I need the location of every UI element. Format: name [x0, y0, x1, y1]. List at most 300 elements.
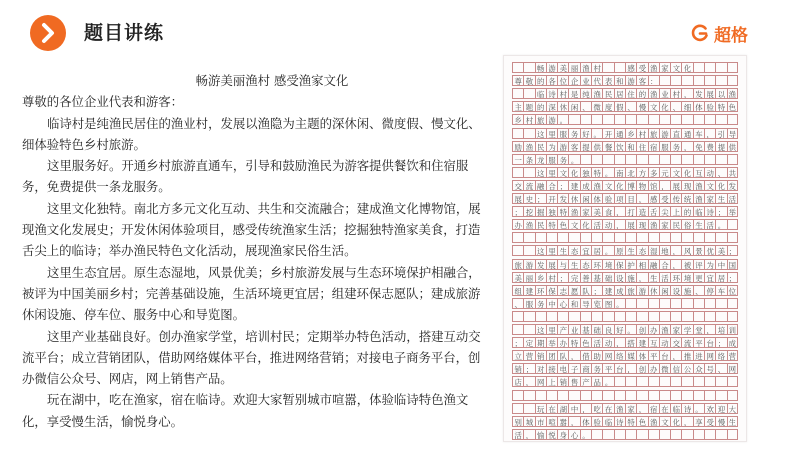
essay-grid-cell: [512, 390, 523, 401]
essay-grid-cell: 合: [659, 259, 670, 270]
essay-grid-cell: 完: [568, 272, 579, 283]
essay-grid-cell: [568, 390, 579, 401]
essay-grid-cell: [715, 75, 726, 86]
essay-grid-cell: 题: [523, 101, 534, 112]
essay-grid-cell: 设: [614, 272, 625, 283]
essay-grid-cell: ；: [715, 206, 726, 217]
brand-logo: [690, 22, 748, 44]
essay-grid-cell: [727, 219, 738, 230]
essay-grid-cell: 这: [535, 167, 546, 178]
essay-grid-cell: 文: [568, 219, 579, 230]
essay-grid-cell: [693, 232, 704, 243]
essay-grid-cell: [648, 232, 659, 243]
essay-grid-cell: ，: [568, 350, 579, 361]
essay-grid-cell: 办: [648, 363, 659, 374]
letter-paragraph: 这里服务好。开通乡村旅游直通车，引导和鼓励渔民为游客提供餐饮和住宿服务，免费提供一条龙服务。: [22, 158, 469, 195]
essay-grid-cell: [523, 232, 534, 243]
essay-grid-cell: 闲: [659, 285, 670, 296]
essay-row: [512, 429, 738, 440]
essay-grid-cell: [681, 390, 692, 401]
essay-grid-cell: 宜: [704, 272, 715, 283]
essay-grid-cell: 互: [693, 167, 704, 178]
essay-grid-cell: [704, 429, 715, 440]
essay-grid-cell: 发: [557, 193, 568, 204]
essay-grid-cell: 特: [625, 416, 636, 427]
essay-grid-cell: 是: [568, 88, 579, 99]
essay-grid-cell: ，: [614, 337, 625, 348]
essay-grid-cell: 居: [591, 245, 602, 256]
essay-grid-cell: [591, 154, 602, 165]
essay-grid-cell: 营: [523, 350, 534, 361]
essay-grid-cell: 生: [557, 245, 568, 256]
essay-row: [512, 403, 738, 414]
essay-grid-cell: [727, 75, 738, 86]
essay-grid-cell: 成: [728, 339, 736, 349]
essay-grid-cell: [580, 114, 591, 125]
essay-grid-cell: 基: [580, 324, 591, 335]
essay-grid-cell: 里: [546, 245, 557, 256]
essay-grid-cell: [659, 376, 670, 387]
essay-row: [512, 285, 738, 296]
essay-grid-cell: [693, 298, 704, 309]
essay-grid-cell: ，: [523, 429, 534, 440]
essay-grid-cell: [648, 429, 659, 440]
essay-grid-cell: 务: [535, 298, 546, 309]
essay-grid-cell: 感: [648, 193, 659, 204]
essay-grid-cell: 。: [602, 245, 613, 256]
essay-grid-cell: 中: [568, 403, 579, 414]
essay-grid-cell: 服: [523, 298, 534, 309]
essay-grid-cell: 。: [693, 403, 704, 414]
essay-grid-cell: 色: [557, 219, 568, 230]
essay-grid-cell: [625, 390, 636, 401]
essay-grid-cell: 民: [602, 88, 613, 99]
essay-grid-cell: [670, 75, 681, 86]
essay-grid-cell: 市: [535, 416, 546, 427]
essay-grid-cell: 。: [591, 128, 602, 139]
essay-grid-cell: 风: [681, 245, 692, 256]
essay-grid-cell: [648, 311, 659, 322]
essay-grid-cell: 建: [636, 337, 647, 348]
essay-grid-cell: 产: [580, 376, 591, 387]
essay-grid-cell: 代: [591, 75, 602, 86]
essay-grid-cell: 共: [728, 168, 736, 178]
essay-grid-cell: 保: [546, 285, 557, 296]
essay-grid-cell: 生: [715, 193, 726, 204]
essay-grid-cell: 渔: [523, 219, 534, 230]
essay-grid-cell: [602, 390, 613, 401]
essay-grid-cell: [693, 75, 704, 86]
essay-grid-cell: 文: [659, 416, 670, 427]
essay-grid-cell: 、: [715, 167, 726, 178]
essay-grid-cell: [636, 390, 647, 401]
essay-grid-cell: ，: [670, 245, 681, 256]
essay-grid-cell: 畅: [535, 62, 546, 73]
essay-grid-cell: 玩: [535, 403, 546, 414]
essay-grid-cell: 活: [728, 195, 736, 204]
essay-grid-cell: 的: [636, 88, 647, 99]
essay-grid-cell: 展: [704, 88, 715, 99]
essay-grid-cell: 务: [591, 363, 602, 374]
essay-grid-cell: [704, 376, 715, 387]
essay-grid-cell: 家: [625, 403, 636, 414]
essay-grid-cell: 通: [681, 128, 692, 139]
essay-grid-cell: 展: [625, 219, 636, 230]
essay-grid-cell: ，: [704, 128, 715, 139]
essay-grid-cell: [681, 232, 692, 243]
essay-grid-cell: 色: [580, 337, 591, 348]
essay-row: [512, 245, 738, 256]
essay-grid-cell: [512, 403, 523, 414]
essay-grid-cell: 家: [659, 62, 670, 73]
essay-grid-cell: [704, 298, 715, 309]
essay-grid-cell: 乡: [625, 128, 636, 139]
essay-grid-cell: [648, 114, 659, 125]
essay-grid-cell: [715, 62, 726, 73]
essay-grid-cell: ，: [636, 403, 647, 414]
essay-grid-cell: 体: [591, 193, 602, 204]
essay-grid-cell: 展: [546, 259, 557, 270]
essay-grid-cell: 动: [602, 337, 613, 348]
essay-grid-cell: [614, 311, 625, 322]
essay-grid-cell: 原: [614, 245, 625, 256]
essay-grid-cell: [693, 429, 704, 440]
letter-greeting: 尊敬的各位企业代表和游客：: [22, 94, 184, 110]
essay-grid-cell: ；: [715, 337, 726, 348]
essay-grid-cell: [591, 232, 602, 243]
essay-grid-cell: [535, 390, 546, 401]
essay-grid-cell: 办: [557, 337, 568, 348]
essay-grid-cell: [614, 154, 625, 165]
essay-grid-cell: [625, 232, 636, 243]
essay-grid-cell: 的: [535, 75, 546, 86]
essay-grid-cell: [681, 154, 692, 165]
essay-grid-cell: [523, 324, 534, 335]
essay-grid-cell: 渔: [648, 88, 659, 99]
letter-paragraph: 这里生态宜居。原生态湿地，风景优美；乡村旅游发展与生态环境保护相融合，被评为中国美丽乡村；完善基础设施，生活环境更宜居；组建环保志愿队；建成旅游休闲设施、停车位、服务中心和导览图。: [22, 264, 481, 323]
essay-grid-cell: 条: [523, 154, 534, 165]
essay-grid-cell: 商: [580, 363, 591, 374]
essay-grid-cell: 心: [557, 298, 568, 309]
essay-grid-cell: 队: [557, 350, 568, 361]
essay-grid-cell: 对: [535, 363, 546, 374]
essay-grid-cell: [727, 114, 738, 125]
essay-grid-cell: ，: [568, 416, 579, 427]
essay-grid-cell: 和: [625, 141, 636, 152]
essay-grid-cell: 开: [546, 193, 557, 204]
essay-grid-cell: 客: [636, 75, 647, 86]
essay-grid-cell: 嚣: [557, 416, 568, 427]
essay-grid-cell: [681, 114, 692, 125]
essay-grid-cell: 务: [670, 141, 681, 152]
essay-grid-cell: [704, 75, 715, 86]
essay-grid-cell: 体: [693, 101, 704, 112]
essay-grid-cell: 合: [546, 180, 557, 191]
essay-grid-cell: 业: [580, 75, 591, 86]
essay-grid-cell: 化: [681, 167, 692, 178]
essay-grid-cell: 项: [614, 193, 625, 204]
essay-grid-cell: 住: [636, 141, 647, 152]
essay-grid-cell: 接: [546, 363, 557, 374]
essay-grid-cell: [602, 429, 613, 440]
essay-row: [512, 206, 738, 217]
essay-grid-cell: [659, 232, 670, 243]
essay-grid-cell: 动: [659, 337, 670, 348]
essay-grid-cell: 础: [602, 272, 613, 283]
essay-grid-cell: [512, 232, 523, 243]
essay-grid-cell: [625, 311, 636, 322]
essay-grid-cell: ；: [557, 272, 568, 283]
essay-grid-cell: [659, 311, 670, 322]
essay-grid-cell: [568, 311, 579, 322]
essay-grid-cell: [602, 114, 613, 125]
essay-row: [512, 154, 738, 165]
essay-grid-cell: 服: [659, 141, 670, 152]
essay-grid-cell: [704, 62, 715, 73]
essay-grid-cell: [523, 311, 534, 322]
essay-grid-cell: 子: [568, 363, 579, 374]
essay-grid-cell: 相: [636, 259, 647, 270]
essay-grid-cell: [670, 376, 681, 387]
essay-grid-cell: 进: [693, 350, 704, 361]
essay-grid-cell: [670, 154, 681, 165]
essay-grid-cell: 独: [580, 167, 591, 178]
essay-grid-cell: 媒: [625, 350, 636, 361]
essay-grid-cell: [681, 311, 692, 322]
essay-grid-cell: 信: [670, 363, 681, 374]
essay-grid-cell: 微: [659, 363, 670, 374]
essay-grid-cell: 化: [580, 219, 591, 230]
essay-grid-cell: 为: [546, 141, 557, 152]
essay-grid-cell: 发: [693, 88, 704, 99]
letter-paragraph: 这里文化独特。南北方多元文化互动、共生和交流融合；建成渔文化博物馆，展现渔文化发展史；开发休闲体验项目，感受传统渔家生活；挖掘独特渔家美食，打造舌尖上的临诗；举办渔民特色文化活动，展现渔家民俗生活。: [22, 200, 481, 259]
essay-grid-cell: [670, 114, 681, 125]
essay-grid-cell: 交: [670, 337, 681, 348]
essay-grid-cell: [602, 154, 613, 165]
essay-grid-cell: 生: [648, 272, 659, 283]
essay-grid-cell: [715, 232, 726, 243]
essay-grid-cell: 售: [568, 376, 579, 387]
essay-grid-cell: 网: [728, 365, 736, 375]
essay-grid-cell: 中: [546, 298, 557, 309]
essay-grid-cell: 提: [715, 141, 726, 152]
essay-grid-cell: 服: [546, 154, 557, 165]
essay-grid-cell: [727, 429, 738, 440]
essay-grid-cell: 假: [614, 101, 625, 112]
essay-grid-cell: 纯: [580, 88, 591, 99]
essay-grid-cell: 、: [512, 298, 523, 309]
essay-grid-cell: 旅: [625, 285, 636, 296]
essay-grid-cell: 和: [568, 298, 579, 309]
essay-grid-cell: 化: [659, 101, 670, 112]
essay-row: [512, 101, 738, 112]
essay-grid-cell: 家: [580, 206, 591, 217]
essay-grid-cell: 活: [704, 219, 715, 230]
essay-grid-cell: 展: [512, 193, 523, 204]
essay-grid-cell: 特: [557, 206, 568, 217]
essay-grid-cell: 。: [715, 219, 726, 230]
essay-grid-cell: [625, 429, 636, 440]
essay-grid-cell: 俗: [681, 219, 692, 230]
essay-grid-cell: [681, 298, 692, 309]
essay-grid-cell: [648, 298, 659, 309]
essay-grid-cell: [636, 232, 647, 243]
essay-grid-cell: 动: [602, 219, 613, 230]
essay-grid-cell: 中: [715, 259, 726, 270]
essay-grid-cell: 队: [580, 285, 591, 296]
essay-grid-cell: [591, 311, 602, 322]
essay-grid-cell: 文: [670, 167, 681, 178]
essay-grid-cell: 文: [557, 167, 568, 178]
essay-grid-cell: 的: [535, 101, 546, 112]
essay-row: [512, 311, 738, 322]
essay-grid-cell: ，: [636, 193, 647, 204]
essay-grid-cell: 食: [602, 206, 613, 217]
essay-grid-cell: 车: [715, 285, 726, 296]
essay-grid-cell: [670, 232, 681, 243]
essay-grid-cell: 借: [580, 350, 591, 361]
essay-grid-cell: 渔: [580, 62, 591, 73]
essay-grid-cell: [727, 376, 738, 387]
essay-grid-cell: [704, 390, 715, 401]
essay-row: [512, 62, 738, 73]
essay-grid-cell: [715, 429, 726, 440]
essay-grid-cell: 、: [715, 363, 726, 374]
essay-grid-cell: [648, 376, 659, 387]
essay-grid-cell: 宜: [580, 245, 591, 256]
essay-grid-cell: 店: [512, 376, 523, 387]
essay-grid-cell: 村: [670, 88, 681, 99]
essay-grid-cell: [659, 390, 670, 401]
essay-grid-cell: 境: [602, 259, 613, 270]
essay-grid-cell: 文: [670, 62, 681, 73]
essay-grid-cell: 供: [728, 142, 736, 152]
essay-grid-cell: [636, 154, 647, 165]
essay-grid-cell: [715, 376, 726, 387]
essay-grid-cell: 停: [704, 285, 715, 296]
essay-grid-cell: 里: [546, 128, 557, 139]
essay-grid-cell: 敬: [523, 75, 534, 86]
essay-grid-cell: 础: [591, 324, 602, 335]
essay-grid-cell: [546, 390, 557, 401]
essay-grid-cell: 居: [614, 88, 625, 99]
essay-grid-cell: ，: [681, 141, 692, 152]
essay-grid-cell: 旅: [535, 114, 546, 125]
essay-grid-cell: 渔: [693, 180, 704, 191]
brand-name: 超格: [714, 25, 748, 46]
essay-grid-cell: 村: [546, 272, 557, 283]
essay-grid-cell: 这: [535, 128, 546, 139]
essay-grid-cell: 目: [625, 193, 636, 204]
essay-grid-cell: 组: [512, 285, 523, 296]
essay-grid-cell: 销: [535, 350, 546, 361]
essay-grid-cell: 台: [659, 350, 670, 361]
essay-grid-cell: ：: [648, 75, 659, 86]
essay-grid-cell: ，: [659, 180, 670, 191]
essay-grid-cell: [512, 167, 523, 178]
essay-row: [512, 259, 738, 270]
essay-grid-cell: 生: [728, 417, 736, 427]
essay-grid-cell: [704, 311, 715, 322]
essay-grid-cell: 环: [670, 272, 681, 283]
essay-grid-cell: 良: [602, 324, 613, 335]
essay-grid-cell: 的: [681, 206, 692, 217]
essay-grid-cell: 态: [580, 259, 591, 270]
essay-grid-cell: 这: [535, 245, 546, 256]
essay-grid-cell: 品: [591, 376, 602, 387]
essay-grid-cell: 化: [614, 180, 625, 191]
essay-grid-cell: [557, 232, 568, 243]
essay-grid-cell: [670, 390, 681, 401]
essay-grid-cell: 元: [659, 167, 670, 178]
essay-grid-cell: [715, 298, 726, 309]
essay-grid-cell: ；: [728, 247, 736, 257]
essay-grid-cell: 游: [636, 285, 647, 296]
essay-grid-cell: 北: [625, 167, 636, 178]
essay-grid-cell: [512, 88, 523, 99]
letter-text: [22, 70, 492, 432]
essay-grid-cell: [591, 390, 602, 401]
essay-grid-cell: 渔: [728, 90, 736, 100]
essay-grid-cell: [693, 62, 704, 73]
essay-grid-cell: 活: [591, 337, 602, 348]
essay-grid-cell: 。: [614, 298, 625, 309]
essay-grid-cell: [727, 390, 738, 401]
essay-grid-cell: 善: [580, 272, 591, 283]
essay-grid-cell: 游: [557, 141, 568, 152]
essay-grid-cell: 评: [693, 259, 704, 270]
essay-grid-cell: 化: [715, 180, 726, 191]
essay-grid-cell: 定: [523, 337, 534, 348]
essay-grid-cell: [625, 114, 636, 125]
essay-grid-cell: [648, 154, 659, 165]
essay-grid-cell: 迎: [715, 403, 726, 414]
essay-grid-cell: 里: [546, 324, 557, 335]
essay-grid-cell: 馆: [648, 180, 659, 191]
essay-grid-cell: 导: [580, 298, 591, 309]
essay-grid-cell: 闲: [580, 193, 591, 204]
essay-grid-cell: 吃: [591, 403, 602, 414]
essay-grid-cell: 建: [523, 285, 534, 296]
essay-grid-cell: 临: [670, 403, 681, 414]
essay-grid-cell: [580, 154, 591, 165]
essay-grid-cell: 特: [715, 101, 726, 112]
essay-grid-cell: [602, 62, 613, 73]
essay-grid-cell: [704, 232, 715, 243]
essay-row: [512, 376, 738, 387]
essay-grid-cell: 境: [681, 272, 692, 283]
essay-grid-cell: 举: [546, 337, 557, 348]
essay-grid-cell: 台: [614, 363, 625, 374]
essay-grid-cell: 渔: [523, 141, 534, 152]
essay-grid-cell: 住: [625, 88, 636, 99]
essay-grid-cell: 服: [557, 128, 568, 139]
essay-grid-cell: [693, 390, 704, 401]
essay-grid-cell: 饮: [614, 141, 625, 152]
essay-grid-cell: 上: [546, 376, 557, 387]
essay-grid-cell: 直: [670, 128, 681, 139]
essay-grid-cell: [693, 311, 704, 322]
essay-grid-cell: 掘: [535, 206, 546, 217]
essay-grid-cell: [568, 114, 579, 125]
essay-grid-cell: 文: [602, 180, 613, 191]
essay-grid-cell: [614, 62, 625, 73]
essay-grid-cell: 度: [602, 101, 613, 112]
essay-grid-cell: 深: [546, 101, 557, 112]
essay-grid-cell: 文: [704, 180, 715, 191]
essay-grid-cell: 享: [693, 416, 704, 427]
essay-grid-cell: 免: [693, 141, 704, 152]
